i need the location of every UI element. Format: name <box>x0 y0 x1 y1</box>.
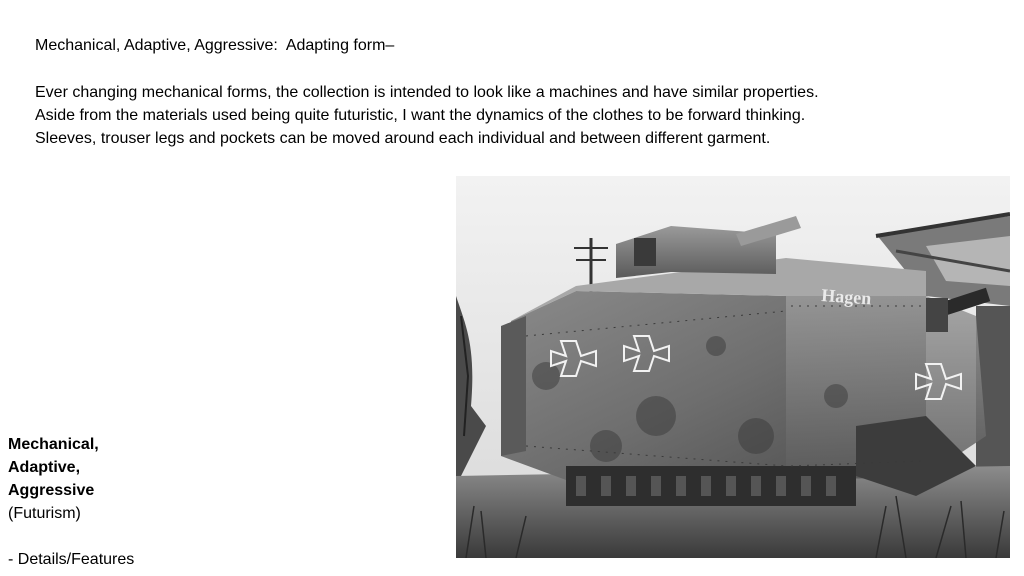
paragraph-line-1: Ever changing mechanical forms, the collection is intended to look like a machines and have similar properties. <box>35 84 819 101</box>
sidebar-list-item: - Details/Features <box>8 551 135 568</box>
tank-name-marking: Hagen <box>820 285 873 309</box>
paragraph-line-3: Sleeves, trouser legs and pockets can be moved around each individual and between different garment. <box>35 130 771 147</box>
sidebar-bold-line-1: Mechanical, <box>8 436 99 453</box>
slide-body-text <box>35 81 935 150</box>
slide-heading: Mechanical, Adaptive, Aggressive: Adapting form– <box>35 37 395 54</box>
sidebar-bold-line-2: Adaptive, <box>8 459 81 476</box>
paragraph-line-2: Aside from the materials used being quite futuristic, I want the dynamics of the clothes to be forward thinking. <box>35 107 806 124</box>
sidebar-subtitle: (Futurism) <box>8 505 81 522</box>
tank-photo <box>456 176 1010 558</box>
sidebar-bold-line-3: Aggressive <box>8 482 95 499</box>
sidebar-text <box>8 433 148 571</box>
sidebar-spacer <box>8 525 148 548</box>
